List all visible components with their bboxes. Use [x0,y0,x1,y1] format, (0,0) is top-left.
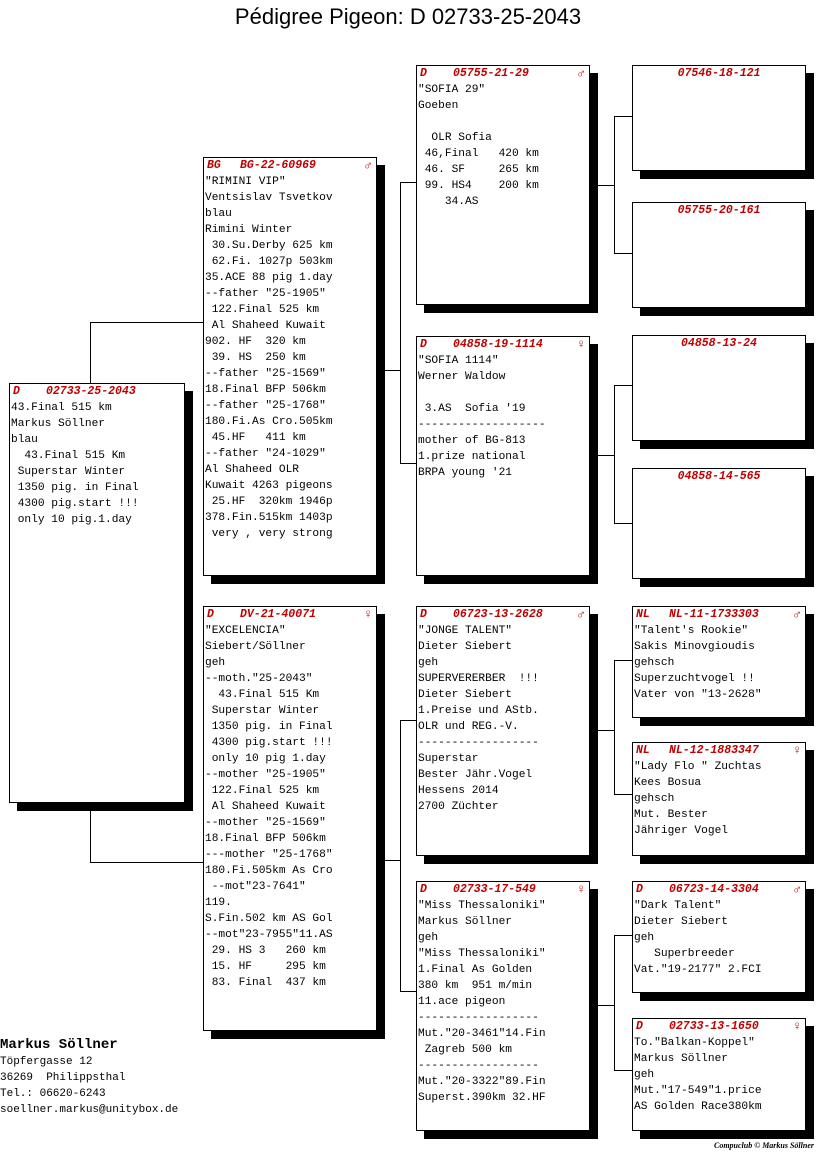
country-code: D [420,338,427,351]
pedigree-line: gehsch [634,793,675,805]
pedigree-line: 1.Preise und AStb. [418,705,539,717]
pedigree-line: Kuwait 4263 pigeons [205,480,333,492]
pedigree-line: "Lady Flo " Zuchtas [634,761,762,773]
page-title: Pédigree Pigeon: D 02733-25-2043 [234,4,582,29]
box-content [10,400,184,528]
pedigree-line: --moth."25-2043" [205,673,313,685]
pedigree-line: Dieter Siebert [634,916,728,928]
pedigree-line: Mut. Bester [634,809,708,821]
pedigree-box-ddd[interactable] [632,1018,806,1131]
pedigree-line: 30.Su.Derby 625 km [205,240,333,252]
connector-line [400,182,417,183]
pedigree-line: mother of BG-813 [418,435,526,447]
pedigree-line: geh [634,932,655,944]
female-icon: ♀ [793,743,801,758]
pedigree-line: Sakis Minovgioudis [634,641,755,653]
pedigree-line: Superstar Winter [11,466,126,478]
pedigree-line: 122.Final 525 km [205,785,320,797]
country-code: D [420,883,427,896]
ring-number: 04858-14-565 [677,470,761,483]
pedigree-line: Dieter Siebert [418,641,512,653]
country-code: BG [207,159,221,172]
pedigree-line: Markus Söllner [418,916,512,928]
ring-number: 04858-19-1114 [453,338,543,351]
country-code: D [636,883,643,896]
ring-number: 06723-13-2628 [453,608,543,621]
pedigree-line: S.Fin.502 km AS Gol [205,913,333,925]
pedigree-line: geh [418,657,439,669]
pedigree-line: Dieter Siebert [418,689,512,701]
pedigree-line: Al Shaheed Kuwait [205,320,326,332]
pedigree-line: 122.Final 525 km [205,304,320,316]
pedigree-line: Goeben [418,100,459,112]
box-header [633,607,805,623]
female-icon: ♀ [577,882,585,897]
pedigree-line: Al Shaheed OLR [205,464,299,476]
pedigree-line: 1.Final As Golden [418,964,533,976]
box-header [633,743,805,759]
pedigree-line: gehsch [634,657,675,669]
box-header [204,158,376,174]
box-content [633,898,805,978]
pedigree-line: --mother "25-1905" [205,769,326,781]
pedigree-line: 119. [205,897,232,909]
pedigree-line: "SOFIA 1114" [418,355,499,367]
connector-line [597,455,614,456]
pedigree-line: --mother "25-1569" [205,817,326,829]
country-code: D [13,385,20,398]
pedigree-line: 62.Fi. 1027p 503km [205,256,333,268]
pedigree-line: 180.Fi.505km As Cro [205,865,333,877]
pedigree-box-sire-dam[interactable] [416,336,590,576]
pedigree-line: Superzuchtvogel !! [634,673,755,685]
pedigree-line: ------------------ [418,1012,539,1024]
ring-number: 02733-17-549 [453,883,536,896]
pedigree-line: 45.HF 411 km [205,432,306,444]
pedigree-line: OLR und REG.-V. [418,721,519,733]
pedigree-line: "Miss Thessaloniki" [418,900,546,912]
pedigree-line: Markus Söllner [11,418,105,430]
connector-line [614,660,615,795]
box-content [417,82,589,210]
connector-line [597,730,614,731]
pedigree-line: --father "24-1029" [205,448,326,460]
connector-line [614,116,633,117]
pedigree-line: 43.Final 515 Km [11,450,126,462]
connector-line [614,935,633,936]
pedigree-box-sire[interactable] [203,157,377,576]
box-header [204,607,376,623]
pedigree-box-ssd[interactable] [632,202,806,308]
pedigree-line: Mut."20-3461"14.Fin [418,1028,546,1040]
connector-line [400,720,417,721]
pedigree-line: "SOFIA 29" [418,84,486,96]
pedigree-line: 34.AS [418,196,479,208]
pedigree-line: "Talent's Rookie" [634,625,749,637]
country-code: D [420,67,427,80]
pedigree-line: 1.prize national [418,451,526,463]
owner-info [0,1036,178,1118]
pedigree-line: 11.ace pigeon [418,996,506,1008]
ring-number: 07546-18-121 [677,67,761,80]
box-content [417,623,589,815]
pedigree-line: 3.AS Sofia '19 [418,403,526,415]
connector-line [90,862,204,863]
ring-number: 05755-20-161 [677,204,761,217]
country-code: NL [636,744,650,757]
pedigree-box-dam-dam[interactable] [416,881,590,1131]
male-icon: ♂ [364,158,372,173]
pedigree-line: 902. HF 320 km [205,336,306,348]
pedigree-box-sire-sire[interactable] [416,65,590,305]
pedigree-line: "Miss Thessaloniki" [418,948,546,960]
pedigree-line: 2700 Züchter [418,801,499,813]
pedigree-line: 380 km 951 m/min [418,980,533,992]
box-content [633,759,805,839]
owner-email[interactable]: soellner.markus@unitybox.de [0,1104,179,1116]
pedigree-line: Superbreeder [634,948,735,960]
pedigree-line: 99. HS4 200 km [418,180,539,192]
ring-number: DV-21-40071 [240,608,316,621]
ring-number: 02733-13-1650 [669,1020,759,1033]
box-header [633,66,805,82]
connector-line [384,860,400,861]
male-icon: ♂ [793,882,801,897]
pedigree-line: 39. HS 250 km [205,352,306,364]
connector-line [614,660,633,661]
country-code: D [420,608,427,621]
pedigree-line: Rimini Winter [205,224,293,236]
owner-city: 36269 Philippsthal [0,1072,126,1084]
pedigree-line: Werner Waldow [418,371,506,383]
pedigree-line: 18.Final BFP 506km [205,384,326,396]
pedigree-line: ------------------ [418,1060,539,1072]
pedigree-line: 29. HS 3 260 km [205,945,326,957]
pedigree-line: BRPA young '21 [418,467,512,479]
box-header [417,337,589,353]
connector-line [597,1005,614,1006]
pedigree-line: Ventsislav Tsvetkov [205,192,333,204]
box-header [10,384,184,400]
connector-line [400,463,417,464]
box-content [633,1035,805,1115]
pedigree-box-main[interactable] [9,383,185,803]
pedigree-line: geh [634,1069,655,1081]
connector-line [384,370,400,371]
footer-credit: Compuclub © Markus Söllner [713,1141,814,1150]
pedigree-line: Hessens 2014 [418,785,499,797]
connector-line [614,794,633,795]
pedigree-line: --mot"23-7641" [205,881,306,893]
ring-number: 02733-25-2043 [46,385,136,398]
box-content [633,623,805,703]
pedigree-line: 1350 pig. in Final [11,482,139,494]
pedigree-line: blau [11,434,38,446]
connector-line [614,523,633,524]
pedigree-line [418,385,589,401]
pedigree-line: 46,Final 420 km [418,148,539,160]
owner-name: Markus Söllner [0,1037,118,1053]
pedigree-box-dam[interactable] [203,606,377,1031]
ring-number: 05755-21-29 [453,67,529,80]
pedigree-line: 25.HF 320km 1946p [205,496,333,508]
pedigree-line: Superstar Winter [205,705,320,717]
pedigree-line: Markus Söllner [634,1053,728,1065]
box-header [633,882,805,898]
pedigree-line: Mut."20-3322"89.Fin [418,1076,546,1088]
pedigree-line: 35.ACE 88 pig 1.day [205,272,333,284]
pedigree-line: blau [205,208,232,220]
ring-number: NL-12-1883347 [669,744,759,757]
pedigree-line: Superst.390km 32.HF [418,1092,546,1104]
pedigree-line: 43.Final 515 km [11,402,112,414]
connector-line [597,185,614,186]
connector-line [400,720,401,992]
pedigree-line: Zagreb 500 km [418,1044,512,1056]
pedigree-line: Vater von "13-2628" [634,689,762,701]
pedigree-line: ------------------ [418,737,539,749]
pedigree-line: Kees Bosua [634,777,702,789]
pedigree-line: Siebert/Söllner [205,641,306,653]
pedigree-line: Jähriger Vogel [634,825,728,837]
pedigree-line: geh [205,657,226,669]
pedigree-line: --father "25-1569" [205,368,326,380]
pedigree-line: ------------------- [418,419,546,431]
connector-line [400,991,417,992]
pedigree-line: --father "25-1768" [205,400,326,412]
box-header [633,1019,805,1035]
pedigree-line: Vat."19-2177" 2.FCI [634,964,762,976]
pedigree-line: 15. HF 295 km [205,961,326,973]
pedigree-box-dds[interactable] [632,881,806,993]
pedigree-line: 4300 pig.start !!! [205,737,333,749]
connector-line [614,385,615,524]
box-header [417,882,589,898]
box-header [633,469,805,485]
ring-number: 06723-14-3304 [669,883,759,896]
pedigree-box-sdd[interactable] [632,468,806,579]
pedigree-line: 83. Final 437 km [205,977,326,989]
female-icon: ♀ [793,1019,801,1034]
box-content [204,174,376,542]
ring-number: 04858-13-24 [681,337,757,350]
male-icon: ♂ [577,66,585,81]
pedigree-line: "EXCELENCIA" [205,625,286,637]
pedigree-box-sss[interactable] [632,65,806,171]
pedigree-line [418,114,589,130]
connector-line [614,253,633,254]
pedigree-line: Al Shaheed Kuwait [205,801,326,813]
pedigree-box-sds[interactable] [632,335,806,441]
pedigree-line: 180.Fi.As Cro.505km [205,416,333,428]
male-icon: ♂ [577,607,585,622]
box-content [417,353,589,481]
owner-street: Töpfergasse 12 [0,1056,93,1068]
pedigree-line: Bester Jähr.Vogel [418,769,533,781]
pedigree-box-dam-sire[interactable] [416,606,590,856]
pedigree-box-dss[interactable] [632,606,806,718]
pedigree-line: AS Golden Race380km [634,1101,762,1113]
connector-line [614,385,633,386]
pedigree-line: "Dark Talent" [634,900,722,912]
connector-line [614,116,615,254]
female-icon: ♀ [577,337,585,352]
pedigree-line: geh [418,932,439,944]
pedigree-line: very , very strong [205,528,333,540]
connector-line [614,1070,633,1071]
pedigree-line: --mot"23-7955"11.AS [205,929,333,941]
pedigree-line: 43.Final 515 Km [205,689,320,701]
connector-line [90,810,91,863]
connector-line [400,182,401,464]
box-header [417,607,589,623]
pedigree-line: 378.Fin.515km 1403p [205,512,333,524]
pedigree-line: --father "25-1905" [205,288,326,300]
pedigree-line: 1350 pig. in Final [205,721,333,733]
box-header [633,203,805,219]
pedigree-line: 4300 pig.start !!! [11,498,139,510]
pedigree-line: ---mother "25-1768" [205,849,333,861]
pedigree-line: Superstar [418,753,479,765]
pedigree-line: 46. SF 265 km [418,164,539,176]
box-header [417,66,589,82]
pedigree-line: only 10 pig.1.day [11,514,132,526]
pedigree-box-dsd[interactable] [632,742,806,856]
country-code: D [207,608,214,621]
box-header [633,336,805,352]
box-content [417,898,589,1106]
country-code: D [636,1020,643,1033]
pedigree-line: Mut."17-549"1.price [634,1085,762,1097]
connector-line [90,322,204,323]
connector-line [90,322,91,385]
ring-number: BG-22-60969 [240,159,316,172]
pedigree-line: "JONGE TALENT" [418,625,512,637]
owner-phone: Tel.: 06620-6243 [0,1088,106,1100]
pedigree-line: SUPERVERERBER !!! [418,673,539,685]
pedigree-line: OLR Sofia [418,132,492,144]
ring-number: NL-11-1733303 [669,608,759,621]
female-icon: ♀ [364,607,372,622]
box-content [204,623,376,991]
pedigree-line: To."Balkan-Koppel" [634,1037,755,1049]
pedigree-line: 18.Final BFP 506km [205,833,326,845]
pedigree-line: only 10 pig 1.day [205,753,326,765]
male-icon: ♂ [793,607,801,622]
country-code: NL [636,608,650,621]
connector-line [614,935,615,1071]
pedigree-line: "RIMINI VIP" [205,176,286,188]
